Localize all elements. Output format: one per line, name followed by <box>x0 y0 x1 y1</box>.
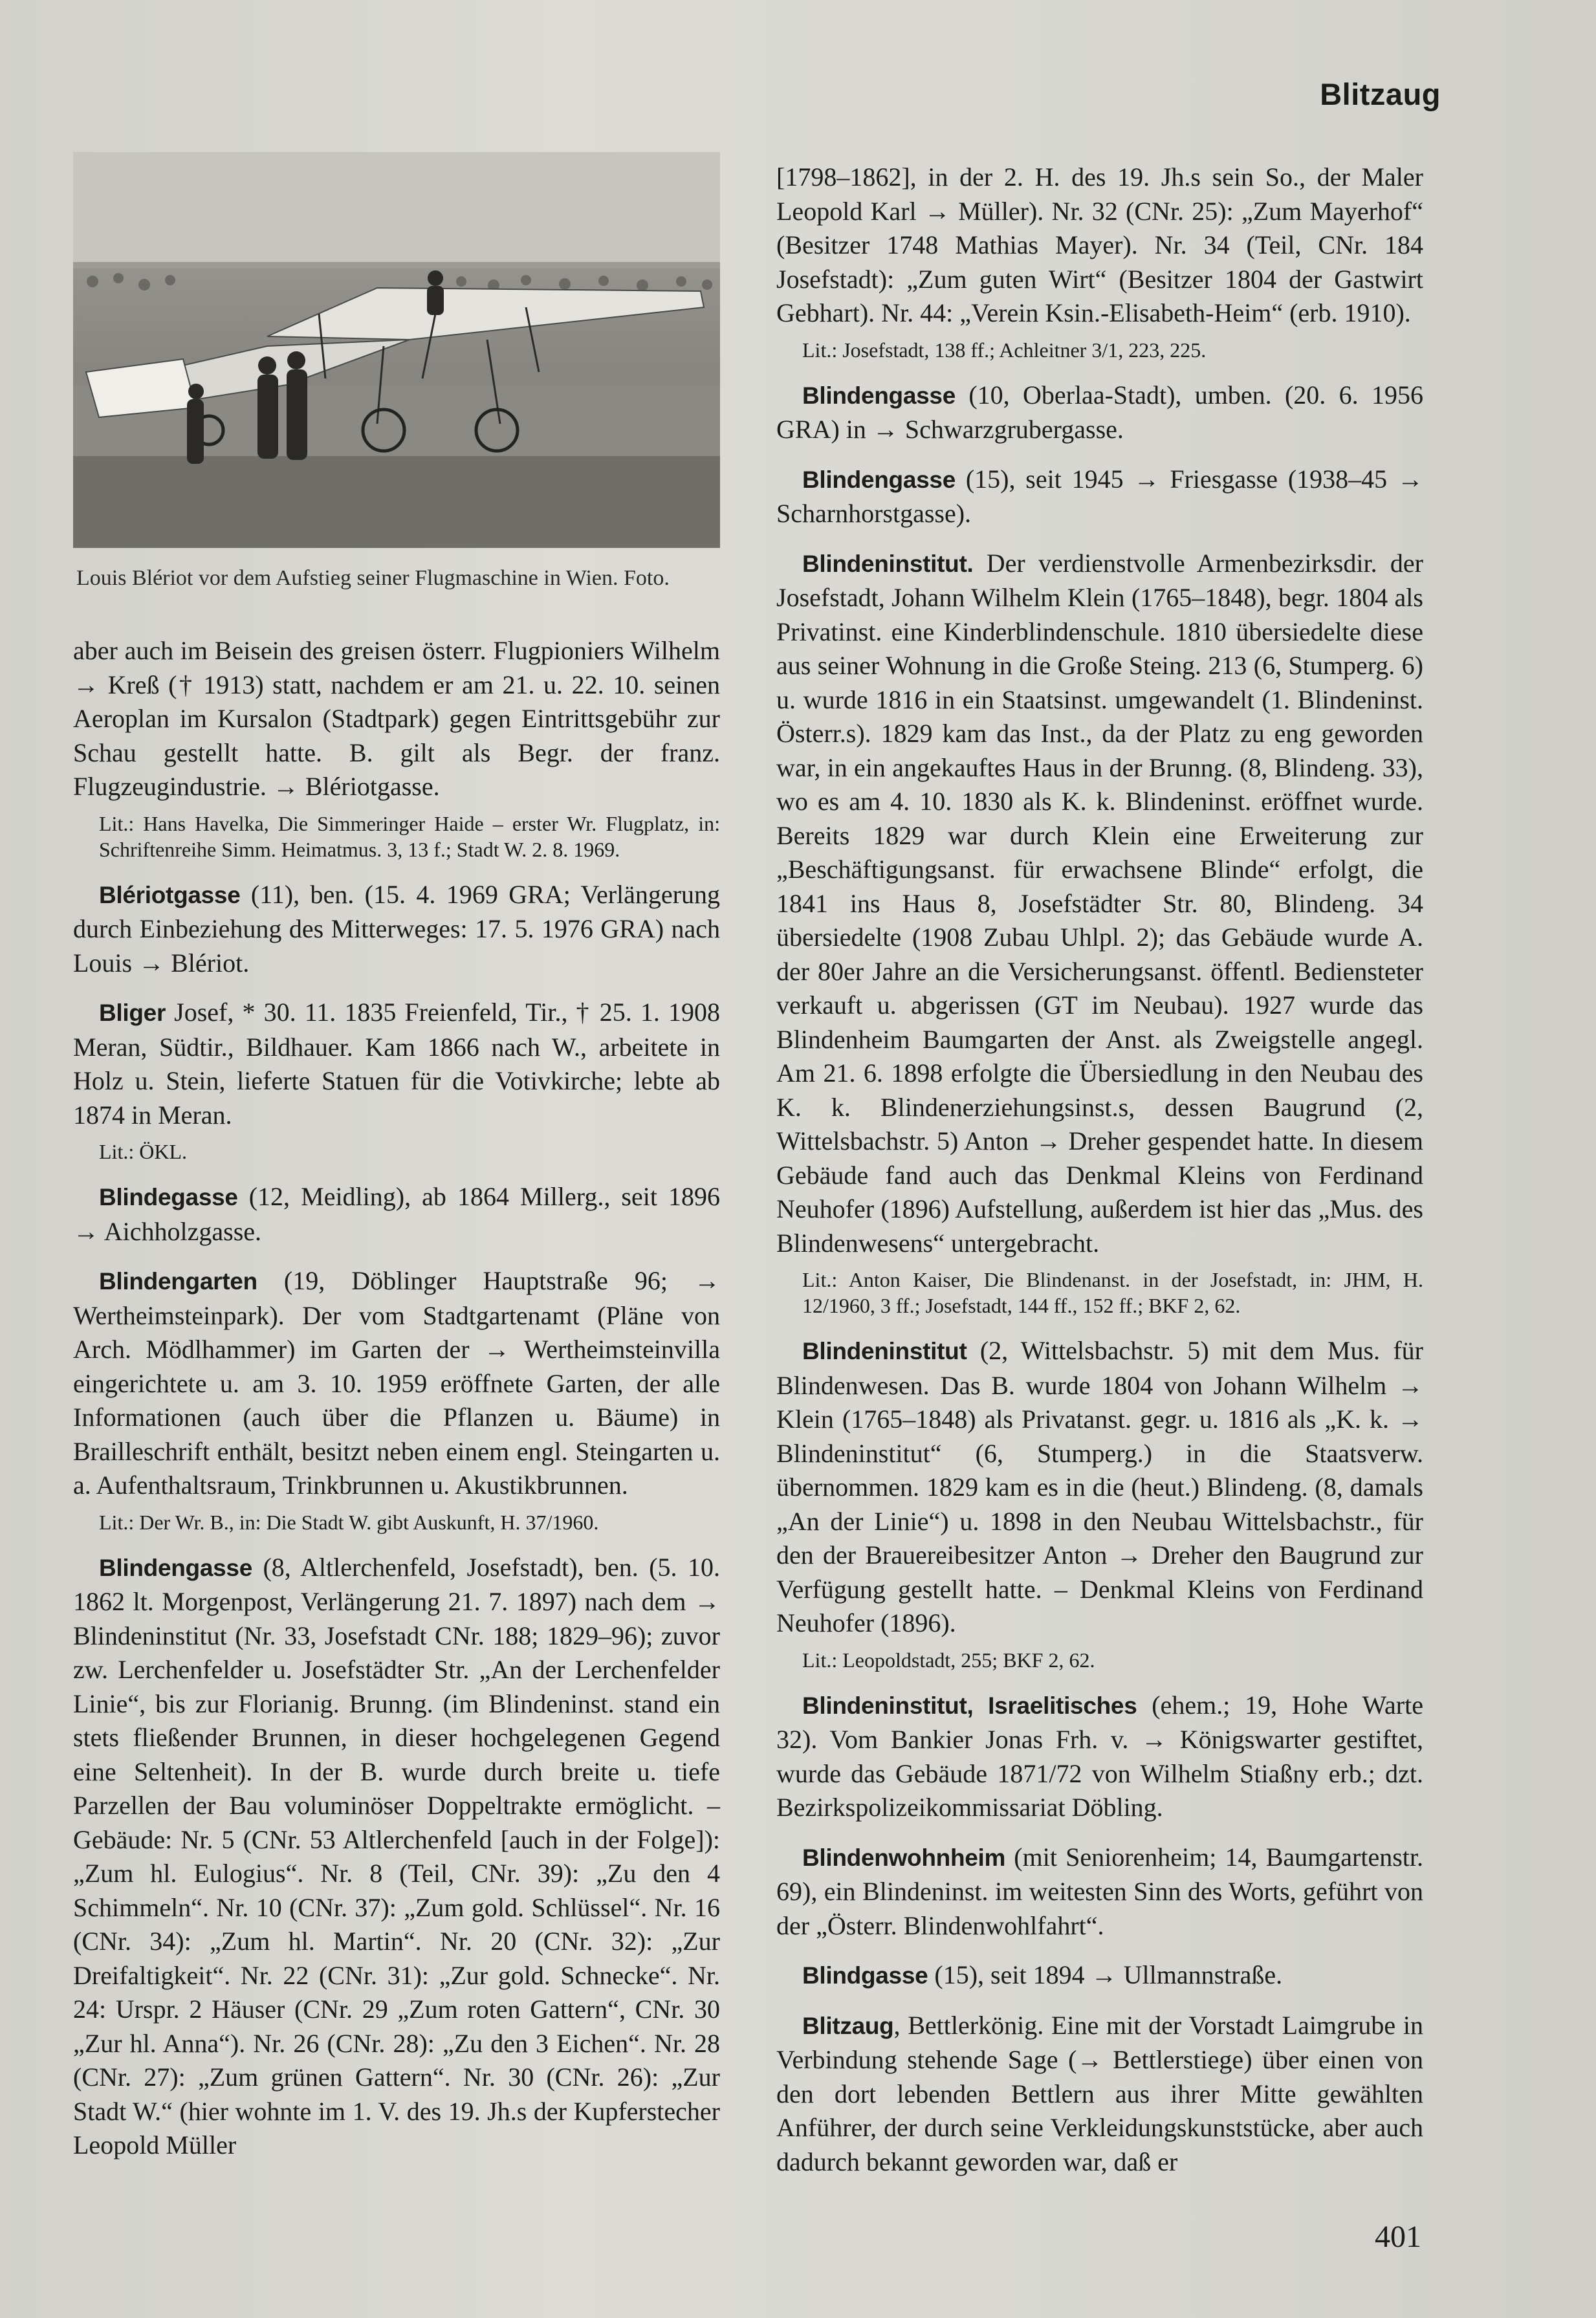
dictionary-entry <box>73 1551 720 2163</box>
dictionary-entry <box>776 2009 1423 2180</box>
entry-headword: Bliger <box>99 1000 166 1026</box>
entry-body: aber auch im Beisein des greisen österr. Flugpioniers Wilhelm → Kreß († 1913) statt, nachdem er am 21. u. 22. 10. seinen Aeroplan im Kursalon (Stadtpark) gegen Eintrittsgebühr zur Schau gestellt hatte. B. gilt als Begr. der franz. Flugzeugindustrie. → Blériotgasse. <box>73 636 720 801</box>
entry-body: (11), ben. (15. 4. 1969 GRA; Verlängerung durch Einbeziehung des Mitterweges: 17. 5. 1976 GRA) nach Louis → Blériot. <box>73 879 720 978</box>
running-head: Blitzaug <box>1320 77 1441 111</box>
left-column-text <box>73 634 720 2163</box>
dictionary-entry <box>73 996 720 1132</box>
dictionary-entry <box>776 1334 1423 1641</box>
entry-body: (12, Meidling), ab 1864 Millerg., seit 1896 → Aichholzgasse. <box>73 1182 720 1246</box>
literature-reference <box>776 337 1423 363</box>
entry-headword: Blindeninstitut, Israelitisches <box>802 1692 1137 1719</box>
photograph-bleriot-aircraft <box>73 152 720 548</box>
literature-reference <box>73 1139 720 1164</box>
entry-body: (8, Altlerchenfeld, Josefstadt), ben. (5. 10. 1862 lt. Morgenpost, Verlängerung 21. 7. 1897) nach dem → Blindeninstitut (Nr. 33, Josefstadt CNr. 188; 1829–96); zuvor zw. Lerchenfelder u. Josefstädter Str. „An der Lerchenfelder Linie“, bis zur Florianig. Brunng. (im Blindeninst. stand ein stets fließender Brunnen, in dieser hochgelegenen Gegend eine Seltenheit). In der B. wurde durch breite u. tiefe Parzellen der Bau voluminöser Doppeltrakte ermöglicht. – Gebäude: Nr. 5 (CNr. 53 Altlerchenfeld [auch in der Folge]): „Zum hl. Eulogius“. Nr. 8 (Teil, CNr. 39): „Zu den 4 Schimmeln“. Nr. 10 (CNr. 37): „Zum gold. Schlüssel“. Nr. 16 (CNr. 34): „Zum hl. Martin“. Nr. 20 (CNr. 32): „Zur Dreifaltigkeit“. Nr. 22 (CNr. 31): „Zur gold. Schnecke“. Nr. 24: Urspr. 2 Häuser (CNr. 29 „Zum roten Gattern“, CNr. 30 „Zur hl. Anna“). Nr. 26 (CNr. 28): „Zu den 3 Eichen“. Nr. 28 (CNr. 27): „Zum grünen Gattern“. Nr. 30 (CNr. 26): „Zur Stadt W.“ (hier wohnte im 1. V. des 19. Jh.s der Kupferstecher Leopold Müller <box>73 1552 720 2159</box>
entry-body: Lit.: ÖKL. <box>99 1140 187 1163</box>
entry-headword: Blindengarten <box>99 1268 257 1295</box>
dictionary-entry <box>73 1264 720 1503</box>
continued-text <box>73 634 720 804</box>
literature-reference <box>73 811 720 862</box>
entry-headword: Blindengasse <box>99 1554 252 1581</box>
entry-body: Lit.: Anton Kaiser, Die Blindenanst. in der Josefstadt, in: JHM, H. 12/1960, 3 ff.; Josefstadt, 144 ff., 152 ff.; BKF 2, 62. <box>802 1268 1423 1317</box>
entry-headword: Blériotgasse <box>99 881 241 908</box>
entry-body: (10, Oberlaa-Stadt), umben. (20. 6. 1956 GRA) in → Schwarzgrubergasse. <box>776 380 1423 444</box>
entry-body: , Bettlerkönig. Eine mit der Vorstadt Laimgrube in Verbindung stehende Sage (→ Bettlerstiege) über einen von den dort lebenden Bettlern aus ihrer Mitte gewählten Anführer, der durch seine Verkleidungskunststücke, aber auch dadurch bekannt geworden war, daß er <box>776 2010 1423 2176</box>
literature-reference <box>776 1267 1423 1318</box>
entry-headword: Blindeninstitut <box>802 1338 967 1364</box>
entry-body: Josef, * 30. 11. 1835 Freienfeld, Tir., † 25. 1. 1908 Meran, Südtir., Bildhauer. Kam 1866 nach W., arbeitete in Holz u. Stein, lieferte Statuen für die Votivkirche; lebte ab 1874 in Meran. <box>73 998 720 1130</box>
entry-body: [1798–1862], in der 2. H. des 19. Jh.s sein So., der Maler Leopold Karl → Müller). Nr. 32 (CNr. 25): „Zum Mayerhof“ (Besitzer 1748 Mathias Mayer). Nr. 34 (Teil, CNr. 184 Josefstadt): „Zum guten Wirt“ (Besitzer 1804 der Gastwirt Gebhart). Nr. 44: „Verein Ksin.-Elisabeth-Heim“ (erb. 1910). <box>776 162 1423 327</box>
literature-reference <box>776 1647 1423 1673</box>
entry-headword: Blindengasse <box>802 466 956 493</box>
entry-body: (19, Döblinger Hauptstraße 96; → Wertheimsteinpark). Der vom Stadtgartenamt (Pläne von Arch. Mödlhammer) im Garten der → Wertheimsteinvilla eingerichtete u. am 3. 10. 1959 eröffnete Garten, der alle Informationen (auch über die Pflanzen u. Bäume) in Brailleschrift enthält, besitzt neben einem engl. Steingarten u. a. Aufenthaltsraum, Trinkbrunnen u. Akustikbrunnen. <box>73 1266 720 1500</box>
entry-body: (15), seit 1945 → Friesgasse (1938–45 → Scharnhorstgasse). <box>776 464 1423 528</box>
entry-body: Lit.: Josefstadt, 138 ff.; Achleitner 3/1, 223, 225. <box>802 338 1207 362</box>
dictionary-entry <box>776 547 1423 1261</box>
entry-headword: Blindeninstitut. <box>802 550 974 577</box>
entry-body: Lit.: Der Wr. B., in: Die Stadt W. gibt Auskunft, H. 37/1960. <box>99 1510 599 1534</box>
entry-body: Lit.: Hans Havelka, Die Simmeringer Haide – erster Wr. Flugplatz, in: Schriftenreihe Simm. Heimatmus. 3, 13 f.; Stadt W. 2. 8. 1969. <box>99 811 720 861</box>
dictionary-entry <box>776 1958 1423 1993</box>
entry-headword: Blindenwohnheim <box>802 1844 1006 1871</box>
dictionary-entry <box>73 878 720 981</box>
right-column-text <box>776 160 1423 2179</box>
dictionary-entry <box>73 1180 720 1249</box>
entry-headword: Blindgasse <box>802 1962 928 1989</box>
dictionary-entry <box>776 378 1423 447</box>
entry-headword: Blindegasse <box>99 1184 238 1210</box>
dictionary-entry <box>776 463 1423 531</box>
entry-body: Der verdienstvolle Armenbezirksdir. der Josefstadt, Johann Wilhelm Klein (1765–1848), begr. 1804 als Privatinst. eine Kinderblindenschule. 1810 übersiedelte diese aus seiner Wohnung in die Große Steing. 213 (6, Stumperg. 6) u. wurde 1816 in ein Staatsinst. umgewandelt (1. Blindeninst. Österr.s). 1829 kam das Inst., da der Platz zu eng geworden war, in ein angekauftes Haus in der Brunng. (8, Blindeng. 33), wo es am 4. 10. 1830 als K. k. Blindeninst. eröffnet wurde. Bereits 1829 war durch Klein eine Erweiterung zur „Beschäftigungsanst. für erwachsene Blinde“ erfolgt, die 1841 ins Haus 8, Josefstädter Str. 80, Blindeng. 34 übersiedelte (1908 Zubau Uhlpl. 2); das Gebäude wurde A. der 80er Jahre an die Versicherungsanst. öffentl. Bediensteter verkauft u. abgerissen (GT im Neubau). 1927 wurde das Blindenheim Baumgarten der Anst. als Zweigstelle angegl. Am 21. 6. 1898 erfolgte die Übersiedlung in den Neubau des K. k. Blindenerziehungsinst.s, dessen Baugrund (2, Wittelsbachstr. 5) Anton → Dreher gespendet hatte. In diesem Gebäude fand auch das Denkmal Kleins von Ferdinand Neuhofer (1896) Aufstellung, außerdem ist hier das „Mus. des Blindenwesens“ untergebracht. <box>776 548 1423 1258</box>
entry-body: (ehem.; 19, Hohe Warte 32). Vom Bankier Jonas Frh. v. → Königswarter gestiftet, wurde das Gebäude 1871/72 von Wilhelm Stiaßny erb.; dzt. Bezirkspolizeikommissariat Döbling. <box>776 1690 1423 1822</box>
entry-body: (mit Seniorenheim; 14, Baumgartenstr. 69), ein Blindeninst. im weitesten Sinn des Worts, geführt von der „Österr. Blindenwohlfahrt“. <box>776 1842 1423 1940</box>
entry-headword: Blindengasse <box>802 382 956 409</box>
literature-reference <box>73 1509 720 1535</box>
continued-text <box>776 160 1423 331</box>
entry-headword: Blitzaug <box>802 2012 894 2039</box>
dictionary-entry <box>776 1841 1423 1943</box>
entry-body: (2, Wittelsbachstr. 5) mit dem Mus. für Blindenwesen. Das B. wurde 1804 von Johann Wilhelm → Klein (1765–1848) als Privatanst. gegr. u. 1816 als „K. k. → Blindeninstitut“ (6, Stumperg.) in die Staatsverw. übernommen. 1829 kam es in die (heut.) Blindeng. (8, damals „An der Linie“) u. 1898 in den Neubau Wittelsbachstr., für den der Brauereibesitzer Anton → Dreher den Baugrund zur Verfügung gestellt hatte. – Denkmal Kleins von Ferdinand Neuhofer (1896). <box>776 1336 1423 1637</box>
entry-body: (15), seit 1894 → Ullmannstraße. <box>928 1960 1283 1989</box>
entry-body: Lit.: Leopoldstadt, 255; BKF 2, 62. <box>802 1648 1095 1672</box>
page-number: 401 <box>1375 2220 1421 2254</box>
dictionary-entry <box>776 1689 1423 1825</box>
aircraft-photo-illustration <box>73 152 720 548</box>
figure-caption: Louis Blériot vor dem Aufstieg seiner Flugmaschine in Wien. Foto. <box>76 566 670 590</box>
